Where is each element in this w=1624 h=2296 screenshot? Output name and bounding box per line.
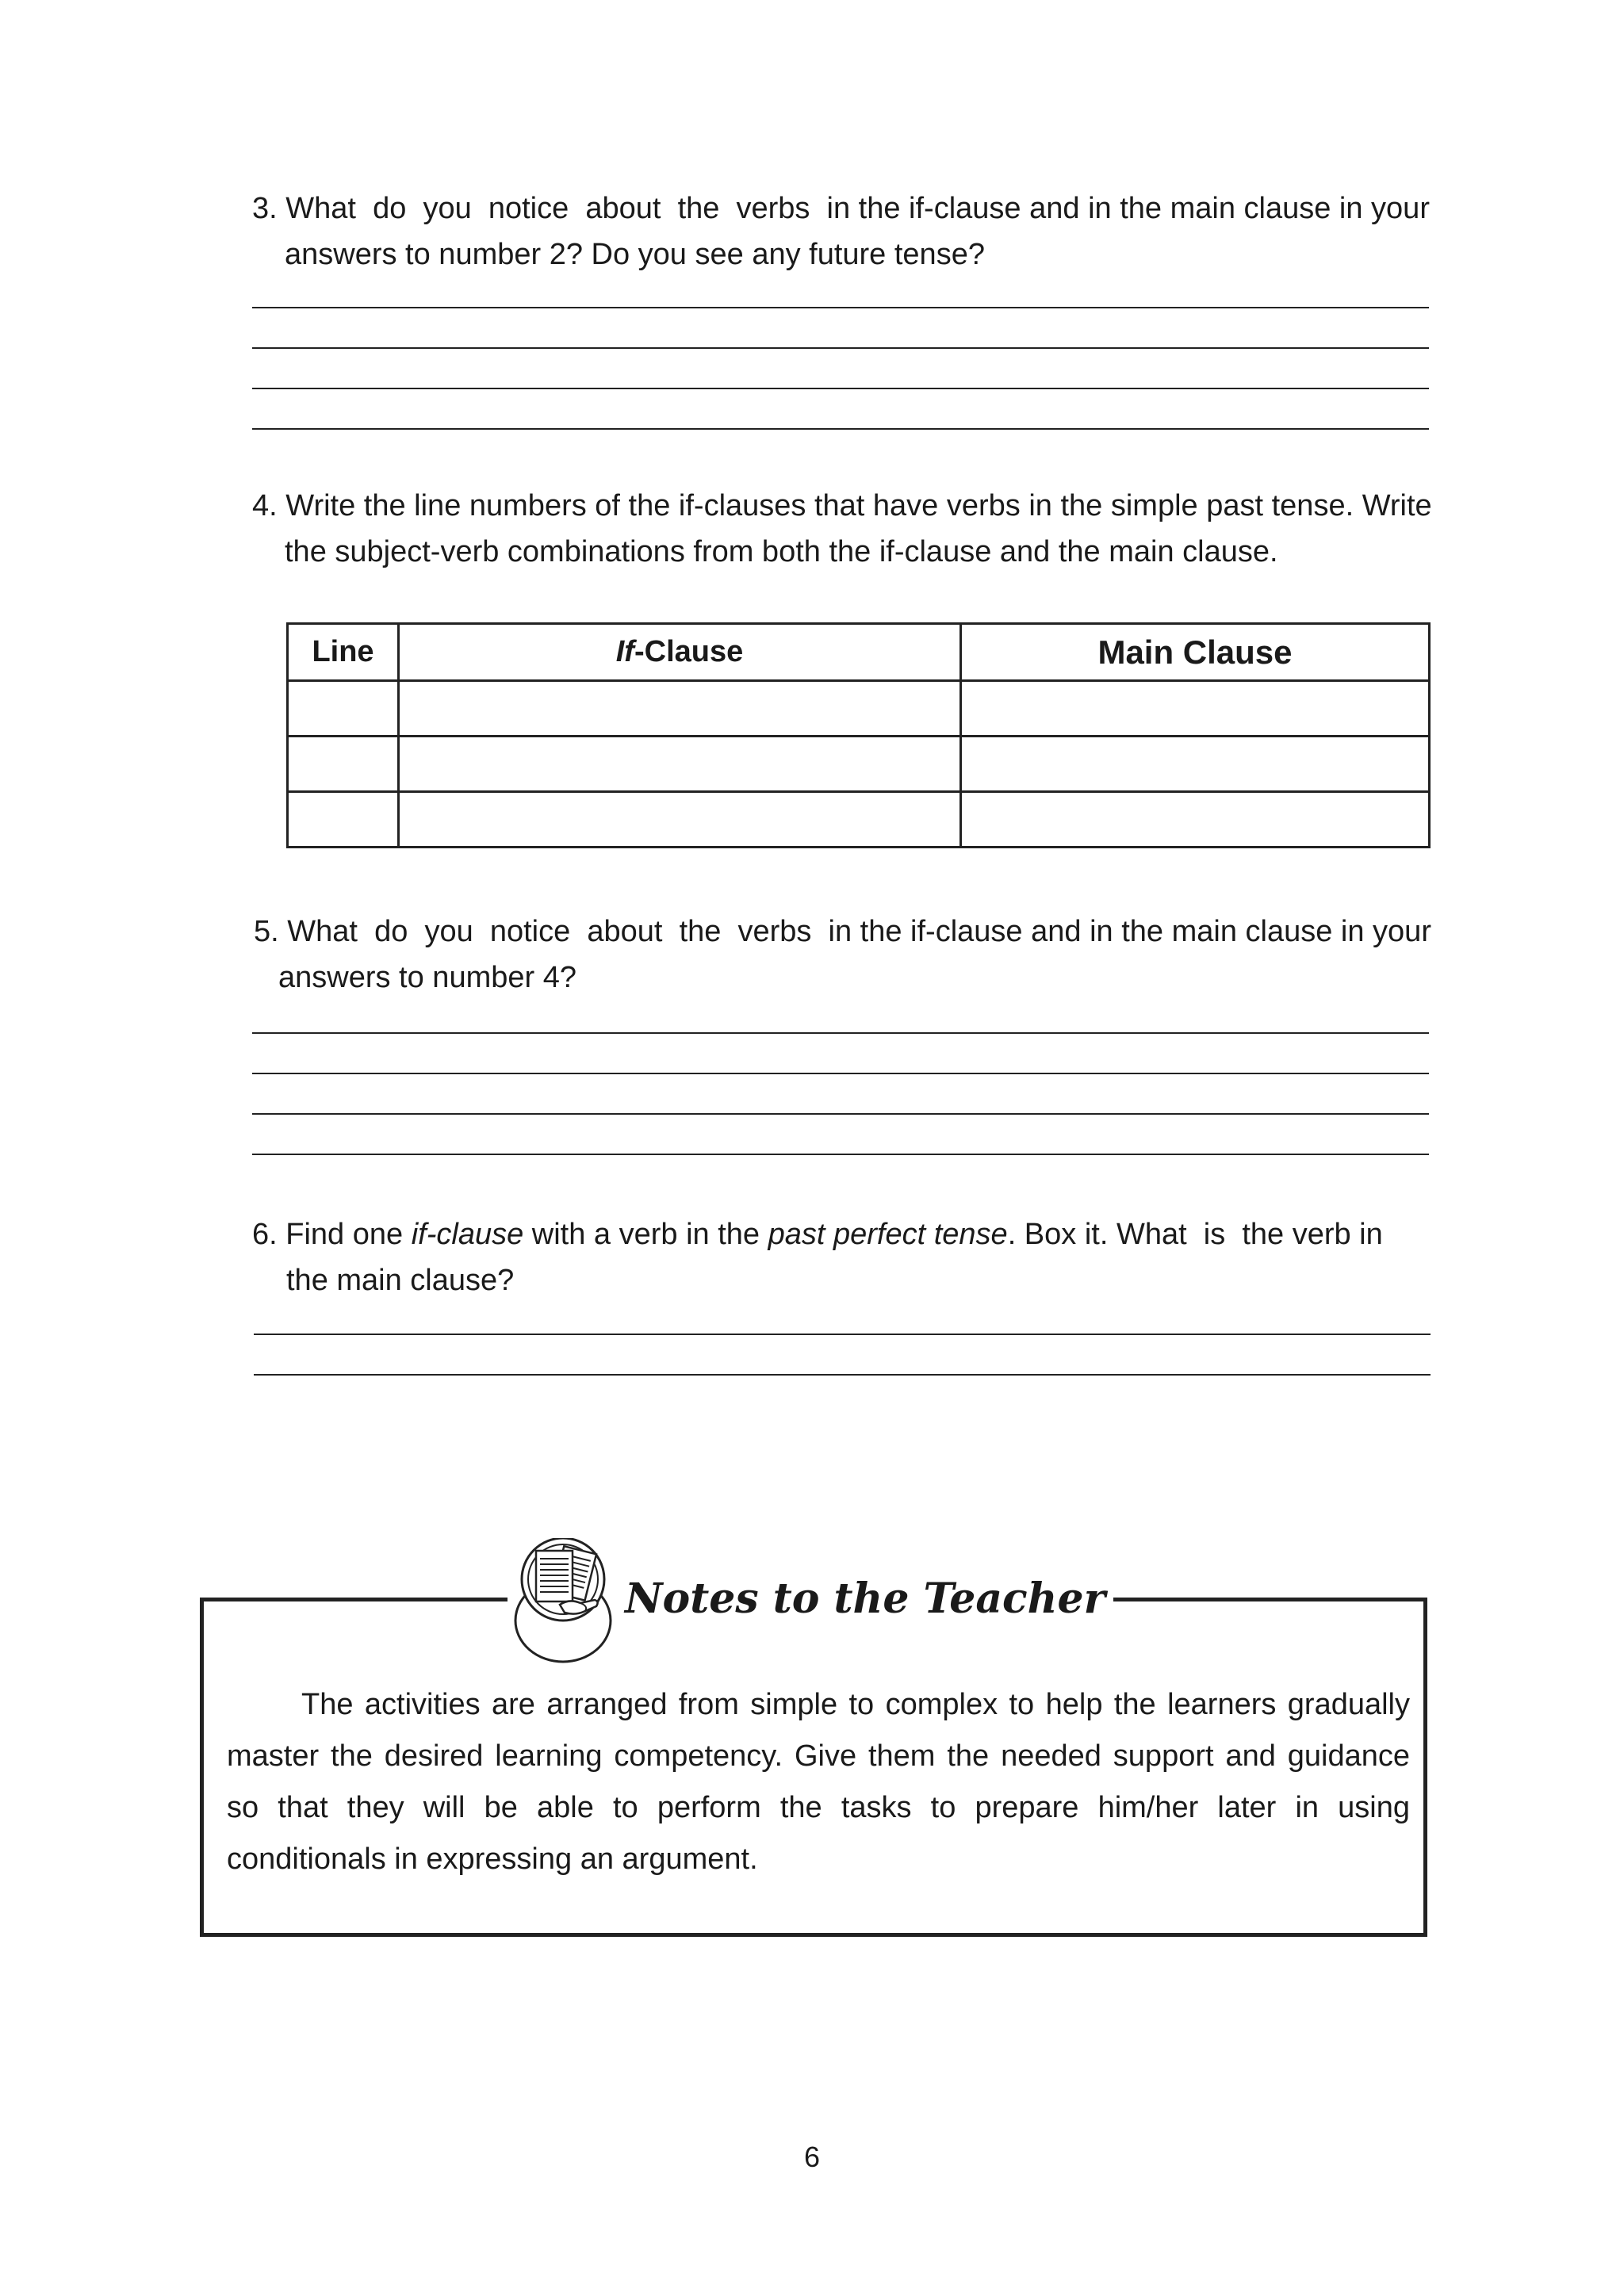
answer-line[interactable] [252,388,1429,389]
answer-line[interactable] [252,1154,1429,1155]
papers-in-hand-icon [512,1538,617,1667]
question-6-text-line2: the main clause? [286,1264,515,1297]
answer-line[interactable] [252,347,1429,349]
question-6-number: 6. [252,1218,278,1251]
question-5 [254,909,1431,955]
table-header-row [288,624,1430,681]
table-row [288,792,1430,848]
cell-line[interactable] [288,681,399,737]
page-number: 6 [803,2141,821,2173]
question-4-number: 4. [252,489,278,522]
cell-if-clause[interactable] [399,792,961,848]
question-6-text-e: . Box it. What is the verb in [1007,1218,1383,1251]
cell-main-clause[interactable] [961,737,1430,792]
header-main-clause: Main Clause [961,624,1430,681]
answer-line[interactable] [252,307,1429,308]
question-4-text-line2: the subject-verb combinations from both the if-clause and the main clause. [285,535,1278,568]
cell-line[interactable] [288,792,399,848]
question-3-number: 3. [252,192,278,225]
answer-line[interactable] [254,1374,1431,1376]
table-row [288,737,1430,792]
question-6-text-a: Find one [285,1218,412,1251]
question-6 [252,1211,1383,1257]
header-if-rest: -Clause [634,635,744,668]
question-4 [252,483,1432,529]
cell-line[interactable] [288,737,399,792]
notes-body [227,1679,1410,1885]
cell-if-clause[interactable] [399,737,961,792]
question-5-text-line1: What do you notice about the verbs in the if-clause and in the main clause in your [287,915,1431,948]
answer-line[interactable] [252,1032,1429,1034]
question-3 [252,186,1430,232]
header-line: Line [288,624,399,681]
cell-if-clause[interactable] [399,681,961,737]
question-6-text-b: if-clause [411,1218,524,1251]
cell-main-clause[interactable] [961,792,1430,848]
notes-body-text: The activities are arranged from simple to complex to help the learners gradually master the desired learning competency. Give them the needed support and guidance so that they will be able to perform the tasks to prepare him/her later in using conditionals in expressing an argument. [227,1688,1410,1876]
answer-line[interactable] [252,1073,1429,1074]
question-4-text-line1: Write the line numbers of the if-clauses that have verbs in the simple past tense. Write [285,489,1432,522]
answer-line[interactable] [252,428,1429,430]
header-if-clause [399,624,961,681]
notes-title: Notes to the Teacher [622,1574,1113,1624]
answer-line[interactable] [252,1113,1429,1115]
question-5-number: 5. [254,915,279,948]
question-3-text-line2: answers to number 2? Do you see any future tense? [285,238,985,271]
answer-line[interactable] [254,1334,1431,1335]
question-3-text-line1: What do you notice about the verbs in the if-clause and in the main clause in your [285,192,1430,225]
cell-main-clause[interactable] [961,681,1430,737]
header-if-italic: If [615,635,634,668]
question-6-text-d: past perfect tense [768,1218,1008,1251]
question-6-text-c: with a verb in the [523,1218,768,1251]
clause-table [286,622,1431,848]
table-row [288,681,1430,737]
question-5-text-line2: answers to number 4? [278,961,576,994]
